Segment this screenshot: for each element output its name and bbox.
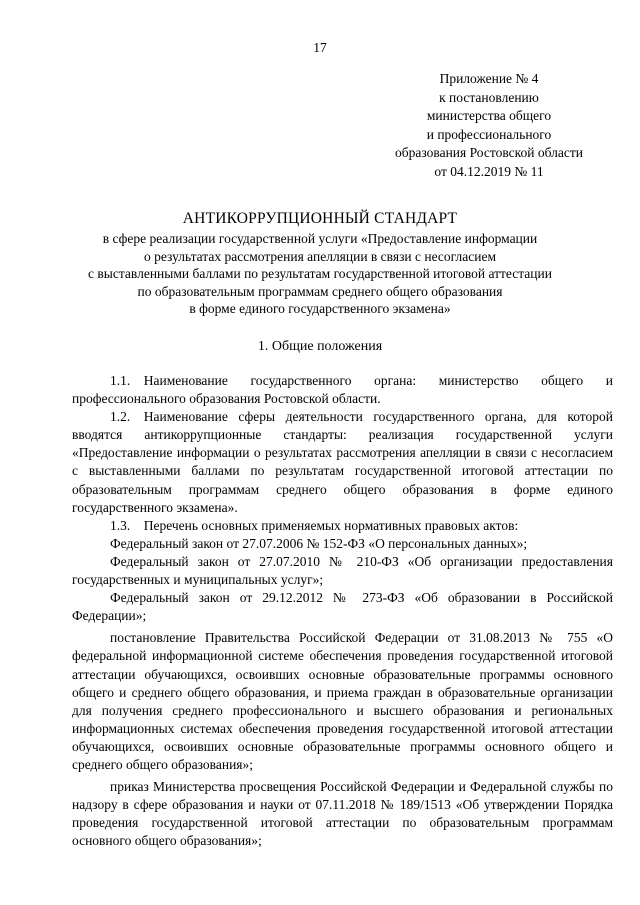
subtitle-line: с выставленными баллами по результатам государственной итоговой аттестации <box>88 266 552 281</box>
paragraph-1-2: 1.2. Наименование сферы деятельности государственного органа, для которой вводятся антикоррупционные стандарты: реализация государственной услуги «Предоставление информации о результатах рассмотрения апелляции в связи с несогласием с выставленными баллами по результатам государственной итоговой аттестации по образовательным программам среднего общего образования в форме единого государственного экзамена». <box>72 409 613 515</box>
document-title: АНТИКОРРУПЦИОННЫЙ СТАНДАРТ <box>182 210 458 227</box>
page-number: 17 <box>313 40 327 55</box>
subtitle-line: в сфере реализации государственной услуги «Предоставление информации <box>102 231 538 246</box>
subtitle-line: о результатах рассмотрения апелляции в связи с несогласием <box>143 248 497 264</box>
appendix-line: от 04.12.2019 № 11 <box>434 163 544 179</box>
legal-act-item: постановление Правительства Российской Федерации от 31.08.2013 № 755 «О федеральной информационной системе обеспечения проведения государственной итоговой аттестации обучающихся, освоивших основные образовательные программы основного общего и среднего общего образования, и приема граждан в образовательные организации для получения среднего профессионального и высшего образования и региональных информационных системах обеспечения проведения государственной итоговой аттестации обучающихся, освоивших основные образовательные программы основного общего и среднего общего образования»; <box>72 630 613 772</box>
appendix-line: министерства общего <box>426 108 552 123</box>
paragraph-1-1: 1.1. Наименование государственного органа: министерство общего и профессионального образования Ростовской области. <box>72 373 613 407</box>
legal-act-item: Федеральный закон от 27.07.2010 № 210-ФЗ «Об организации предоставления государственных и муниципальных услуг»; <box>72 553 613 588</box>
subtitle-line: в форме единого государственного экзамена» <box>189 301 451 316</box>
legal-act-item: Федеральный закон от 27.07.2006 № 152-ФЗ «О персональных данных»; <box>110 535 528 551</box>
legal-act-item: приказ Министерства просвещения Российской Федерации и Федеральной службы по надзору в сфере образования и науки от 07.11.2018 № 189/1513 «Об утверждении Порядка проведения государственной итоговой аттестации по образовательным программам основного общего образования»; <box>72 779 613 849</box>
appendix-line: к постановлению <box>439 89 539 105</box>
appendix-line: образования Ростовской области <box>395 145 583 160</box>
paragraph-1-3: 1.3. Перечень основных применяемых нормативных правовых актов: <box>110 517 519 533</box>
appendix-line: Приложение № 4 <box>439 71 539 86</box>
subtitle-line: по образовательным программам среднего общего образования <box>137 283 503 299</box>
legal-act-item: Федеральный закон от 29.12.2012 № 273-ФЗ «Об образовании в Российской Федерации»; <box>72 590 613 624</box>
appendix-line: и профессионального <box>426 126 552 142</box>
section-heading: 1. Общие положения <box>257 339 383 354</box>
title-block <box>30 208 610 318</box>
appendix-block <box>385 70 593 181</box>
document-body <box>72 372 613 850</box>
